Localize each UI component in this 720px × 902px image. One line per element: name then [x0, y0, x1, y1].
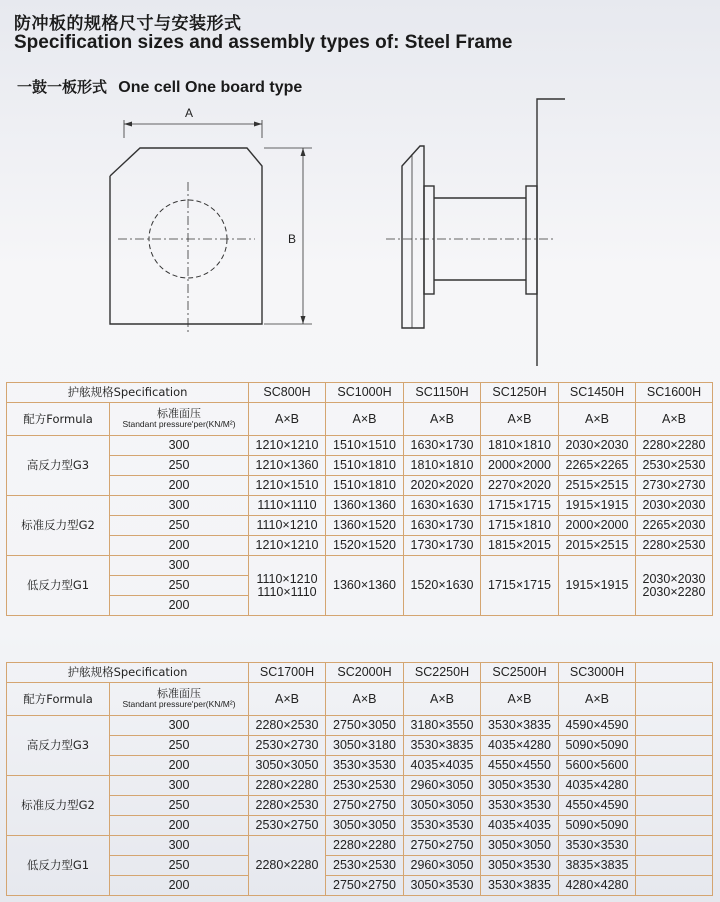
- dim-label: A×B: [404, 403, 481, 436]
- value-cell: 2265×2030: [636, 516, 713, 536]
- pressure-cell: 200: [110, 596, 249, 616]
- model-header: SC1450H: [559, 383, 636, 403]
- table-header-row: [7, 383, 713, 403]
- table-row: [7, 856, 713, 876]
- dim-label: A×B: [404, 683, 481, 716]
- pressure-cell: 300: [110, 556, 249, 576]
- side-view: [386, 99, 565, 366]
- value-cell: 1360×1360: [326, 496, 404, 516]
- value-line: 2030×2030: [642, 571, 706, 586]
- spec-label: 护舷规格Specification: [7, 663, 249, 683]
- value-cell: 3530×3530: [404, 816, 481, 836]
- pressure-label-en: Standant pressure'per(KN/M²): [122, 419, 236, 429]
- pressure-cell: 250: [110, 796, 249, 816]
- pressure-cell: 200: [110, 816, 249, 836]
- formula-type-cell: 高反力型G3: [7, 436, 110, 496]
- value-cell: 1510×1810: [326, 456, 404, 476]
- table-row: [7, 536, 713, 556]
- value-cell: 1110×1210: [249, 516, 326, 536]
- pressure-cell: 250: [110, 576, 249, 596]
- value-cell: 3530×3530: [559, 836, 636, 856]
- empty-cell: [636, 736, 713, 756]
- table-header-row: [7, 663, 713, 683]
- empty-cell: [636, 756, 713, 776]
- value-cell: 4035×4280: [559, 776, 636, 796]
- value-cell: 2280×2530: [636, 536, 713, 556]
- pressure-label-cn: 标准面压: [157, 407, 201, 420]
- value-cell: 2530×2530: [326, 856, 404, 876]
- table-row: [7, 456, 713, 476]
- pressure-label-cn: 标准面压: [157, 687, 201, 700]
- empty-cell: [636, 683, 713, 716]
- value-cell: 1810×1810: [404, 456, 481, 476]
- dim-label: A×B: [559, 683, 636, 716]
- dim-label: A×B: [326, 403, 404, 436]
- value-cell: 1210×1510: [249, 476, 326, 496]
- value-cell: 3050×3530: [481, 776, 559, 796]
- table-subheader-row: [7, 683, 713, 716]
- value-cell: 2530×2730: [249, 736, 326, 756]
- value-cell: 1630×1730: [404, 436, 481, 456]
- value-cell: 1510×1510: [326, 436, 404, 456]
- dim-label: A×B: [249, 683, 326, 716]
- value-cell: 2750×3050: [326, 716, 404, 736]
- value-line: 2030×2280: [642, 584, 706, 599]
- pressure-cell: 250: [110, 456, 249, 476]
- pressure-cell: 200: [110, 536, 249, 556]
- pressure-cell: 200: [110, 756, 249, 776]
- merged-value-cell: 1360×1360: [326, 556, 404, 616]
- merged-value-cell: [636, 556, 713, 616]
- value-cell: 1210×1210: [249, 436, 326, 456]
- pressure-cell: 250: [110, 736, 249, 756]
- subtitle-en: One cell One board type: [118, 79, 303, 96]
- technical-drawing: [0, 96, 720, 376]
- empty-cell: [636, 836, 713, 856]
- value-cell: 1110×1110: [249, 496, 326, 516]
- table-row: [7, 756, 713, 776]
- value-cell: 3835×3835: [559, 856, 636, 876]
- model-header: SC1000H: [326, 383, 404, 403]
- value-cell: 4280×4280: [559, 876, 636, 896]
- table-row: [7, 776, 713, 796]
- front-view: [110, 120, 312, 334]
- formula-type-cell: 低反力型G1: [7, 556, 110, 616]
- pressure-cell: 300: [110, 836, 249, 856]
- value-cell: 3180×3550: [404, 716, 481, 736]
- value-cell: 4035×4280: [481, 736, 559, 756]
- empty-cell: [636, 663, 713, 683]
- value-cell: 1715×1715: [481, 496, 559, 516]
- value-cell: 3050×3180: [326, 736, 404, 756]
- model-header: SC1700H: [249, 663, 326, 683]
- value-cell: 2730×2730: [636, 476, 713, 496]
- value-cell: 1630×1630: [404, 496, 481, 516]
- value-cell: 1510×1810: [326, 476, 404, 496]
- empty-cell: [636, 776, 713, 796]
- pressure-cell: 300: [110, 776, 249, 796]
- value-cell: 5090×5090: [559, 816, 636, 836]
- value-cell: 2960×3050: [404, 776, 481, 796]
- model-header: SC1250H: [481, 383, 559, 403]
- model-header: SC2000H: [326, 663, 404, 683]
- value-cell: 2530×2530: [636, 456, 713, 476]
- table-row: [7, 836, 713, 856]
- pressure-cell: 200: [110, 876, 249, 896]
- pressure-cell: 250: [110, 856, 249, 876]
- value-cell: 1210×1360: [249, 456, 326, 476]
- pressure-cell: 200: [110, 476, 249, 496]
- value-cell: 1360×1520: [326, 516, 404, 536]
- value-cell: 1915×1915: [559, 496, 636, 516]
- value-cell: 2030×2030: [636, 496, 713, 516]
- value-cell: 4590×4590: [559, 716, 636, 736]
- formula-type-cell: 高反力型G3: [7, 716, 110, 776]
- table-row: [7, 476, 713, 496]
- model-header: SC2500H: [481, 663, 559, 683]
- dimension-label-b: B: [287, 232, 297, 246]
- value-cell: 5600×5600: [559, 756, 636, 776]
- value-cell: 3050×3050: [404, 796, 481, 816]
- spec-table-1: [6, 382, 713, 616]
- table-row: [7, 816, 713, 836]
- table-row: [7, 876, 713, 896]
- value-cell: 2015×2515: [559, 536, 636, 556]
- model-header: SC1600H: [636, 383, 713, 403]
- table-row: [7, 716, 713, 736]
- table-row: [7, 736, 713, 756]
- value-cell: 1715×1810: [481, 516, 559, 536]
- value-cell: 1810×1810: [481, 436, 559, 456]
- table-row: [7, 516, 713, 536]
- formula-type-cell: 标准反力型G2: [7, 496, 110, 556]
- value-cell: 4550×4590: [559, 796, 636, 816]
- value-cell: 2280×2280: [636, 436, 713, 456]
- formula-type-cell: 低反力型G1: [7, 836, 110, 896]
- dim-label: A×B: [326, 683, 404, 716]
- table-row: [7, 496, 713, 516]
- value-cell: 2030×2030: [559, 436, 636, 456]
- subtitle-cn: 一鼓一板形式: [17, 78, 108, 96]
- model-header: SC2250H: [404, 663, 481, 683]
- value-cell: 2515×2515: [559, 476, 636, 496]
- dimension-label-a: A: [184, 106, 194, 120]
- value-cell: 2280×2280: [326, 836, 404, 856]
- value-cell: 2020×2020: [404, 476, 481, 496]
- dim-label: A×B: [249, 403, 326, 436]
- dim-label: A×B: [559, 403, 636, 436]
- spec-label: 护舷规格Specification: [7, 383, 249, 403]
- pressure-cell: 300: [110, 436, 249, 456]
- dim-label: A×B: [481, 403, 559, 436]
- pressure-label: [110, 403, 249, 436]
- pressure-label-en: Standant pressure'per(KN/M²): [122, 699, 236, 709]
- value-cell: 2750×2750: [326, 796, 404, 816]
- value-cell: 2960×3050: [404, 856, 481, 876]
- section-subtitle: [17, 76, 302, 97]
- table-subheader-row: [7, 403, 713, 436]
- empty-cell: [636, 876, 713, 896]
- value-cell: 2000×2000: [559, 516, 636, 536]
- dim-label: A×B: [636, 403, 713, 436]
- merged-value-cell: 2280×2280: [249, 836, 326, 896]
- value-cell: 2280×2530: [249, 796, 326, 816]
- value-cell: 1210×1210: [249, 536, 326, 556]
- merged-value-cell: 1715×1715: [481, 556, 559, 616]
- empty-cell: [636, 856, 713, 876]
- value-cell: 2265×2265: [559, 456, 636, 476]
- value-cell: 4550×4550: [481, 756, 559, 776]
- value-cell: 2530×2530: [326, 776, 404, 796]
- value-cell: 1730×1730: [404, 536, 481, 556]
- value-cell: 5090×5090: [559, 736, 636, 756]
- pressure-cell: 300: [110, 496, 249, 516]
- empty-cell: [636, 796, 713, 816]
- dim-label: A×B: [481, 683, 559, 716]
- value-cell: 1815×2015: [481, 536, 559, 556]
- page-title-cn: 防冲板的规格尺寸与安装形式: [14, 14, 242, 34]
- empty-cell: [636, 816, 713, 836]
- page-title-en: Specification sizes and assembly types of: Steel Frame: [14, 32, 513, 53]
- value-cell: 3530×3835: [481, 876, 559, 896]
- table-row: [7, 796, 713, 816]
- value-cell: 3530×3835: [404, 736, 481, 756]
- pressure-cell: 250: [110, 516, 249, 536]
- empty-cell: [636, 716, 713, 736]
- model-header: SC3000H: [559, 663, 636, 683]
- pressure-label: [110, 683, 249, 716]
- formula-label: 配方Formula: [7, 403, 110, 436]
- value-cell: 4035×4035: [404, 756, 481, 776]
- value-cell: 2280×2530: [249, 716, 326, 736]
- value-line: 1110×1210: [256, 571, 318, 586]
- value-cell: 3050×3050: [481, 836, 559, 856]
- value-cell: 3530×3835: [481, 716, 559, 736]
- value-cell: 3050×3530: [481, 856, 559, 876]
- value-cell: 1630×1730: [404, 516, 481, 536]
- formula-label: 配方Formula: [7, 683, 110, 716]
- value-cell: 3050×3050: [326, 816, 404, 836]
- model-header: SC1150H: [404, 383, 481, 403]
- value-cell: 3530×3530: [481, 796, 559, 816]
- value-cell: 2750×2750: [404, 836, 481, 856]
- value-cell: 3050×3050: [249, 756, 326, 776]
- table-row: [7, 436, 713, 456]
- value-cell: 3530×3530: [326, 756, 404, 776]
- value-cell: 2000×2000: [481, 456, 559, 476]
- pressure-cell: 300: [110, 716, 249, 736]
- value-cell: 3050×3530: [404, 876, 481, 896]
- value-cell: 2280×2280: [249, 776, 326, 796]
- value-cell: 2750×2750: [326, 876, 404, 896]
- merged-value-cell: 1915×1915: [559, 556, 636, 616]
- value-line: 1110×1110: [257, 584, 317, 599]
- merged-value-cell: [249, 556, 326, 616]
- model-header: SC800H: [249, 383, 326, 403]
- table-row: [7, 556, 713, 576]
- spec-table-2: [6, 662, 713, 896]
- formula-type-cell: 标准反力型G2: [7, 776, 110, 836]
- value-cell: 1520×1520: [326, 536, 404, 556]
- value-cell: 2530×2750: [249, 816, 326, 836]
- merged-value-cell: 1520×1630: [404, 556, 481, 616]
- value-cell: 4035×4035: [481, 816, 559, 836]
- value-cell: 2270×2020: [481, 476, 559, 496]
